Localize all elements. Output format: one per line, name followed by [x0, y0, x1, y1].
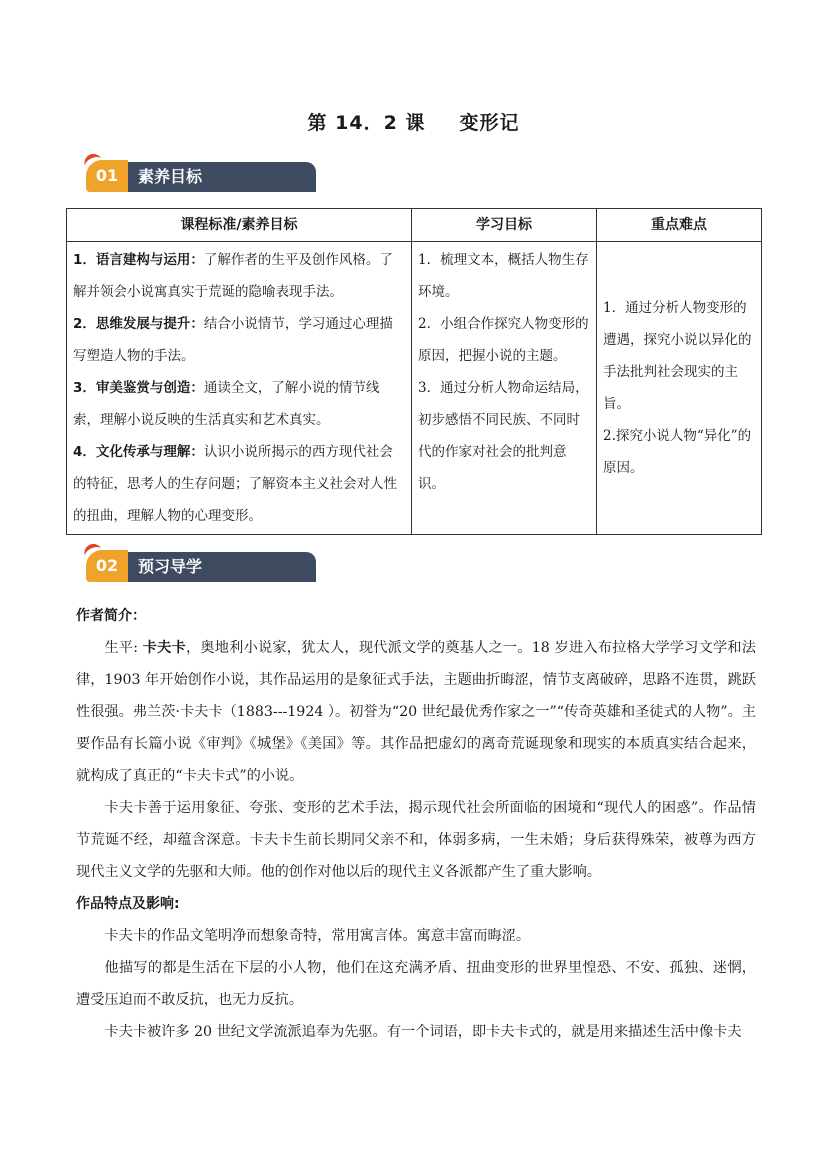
section-label: 素养目标 — [128, 162, 316, 192]
works-paragraph: 卡夫卡被许多 20 世纪文学流派追奉为先驱。有一个词语，即卡夫卡式的，就是用来描述生活中像卡夫 — [104, 1024, 742, 1040]
objectives-cell — [412, 242, 597, 535]
standard-item: 4．文化传承与理解：认识小说所揭示的西方现代社会的特征，思考人的生存问题；了解资本主义社会对人性的扭曲，理解人物的心理变形。 — [73, 444, 397, 524]
standard-item: 2．思维发展与提升：结合小说情节，学习通过心理描写塑造人物的手法。 — [73, 316, 393, 364]
header-objectives: 学习目标 — [412, 209, 597, 242]
works-paragraph: 卡夫卡的作品文笔明净而想象奇特，常用寓言体。寓意丰富而晦涩。 — [104, 928, 531, 944]
objective-item: 2．小组合作探究人物变形的原因，把握小说的主题。 — [418, 316, 589, 364]
section-number: 02 — [86, 550, 128, 582]
header-standards: 课程标准/素养目标 — [67, 209, 412, 242]
header-keypoints: 重点难点 — [597, 209, 762, 242]
page-title — [0, 108, 827, 135]
works-heading: 作品特点及影响: — [76, 896, 180, 912]
keypoints-cell — [597, 242, 762, 535]
standard-item: 3．审美鉴赏与创造：通读全文，了解小说的情节线索，理解小说反映的生活真实和艺术真实。 — [73, 380, 380, 428]
author-paragraph: 生平: 卡夫卡，奥地利小说家，犹太人，现代派文学的奠基人之一。18 岁进入布拉格大学学习文学和法律，1903 年开始创作小说，其作品运用的是象征式手法，主题曲折晦涩，情节支离破碎，思路不连贯，跳跃性很强。弗兰茨·卡夫卡（1883---1924 ）。初誉为“20 世纪最优秀作家之一”“传奇英雄和圣徒式的人物”。主要作品有长篇小说《审判》《城堡》《美国》等。其作品把虚幻的离奇荒诞现象和现实的本质真实结合起来，就构成了真正的“卡夫卡式”的小说。 — [76, 640, 756, 784]
works-paragraph: 他描写的都是生活在下层的小人物，他们在这充满矛盾、扭曲变形的世界里惶恐、不安、孤独、迷惘，遭受压迫而不敢反抗，也无力反抗。 — [76, 960, 756, 1008]
lesson-number: 第 14．2 课 — [307, 112, 426, 134]
section-label: 预习导学 — [128, 552, 316, 582]
author-heading: 作者简介： — [76, 608, 146, 624]
objective-item: 3．通过分析人物命运结局，初步感悟不同民族、不同时代的作家对社会的批判意识。 — [418, 380, 589, 492]
objective-item: 1．梳理文本，概括人物生存环境。 — [418, 252, 589, 300]
section-number: 01 — [86, 160, 128, 192]
preview-content — [76, 600, 756, 1048]
standards-cell — [67, 242, 412, 535]
lesson-name: 变形记 — [459, 112, 520, 134]
keypoint-item: 1．通过分析人物变形的遭遇，探究小说以异化的手法批判社会现实的主旨。 — [603, 300, 752, 412]
standard-item: 1．语言建构与运用：了解作者的生平及创作风格。了解并领会小说寓真实于荒诞的隐喻表现手法。 — [73, 252, 393, 300]
author-paragraph: 卡夫卡善于运用象征、夸张、变形的艺术手法，揭示现代社会所面临的困境和“现代人的困惑”。作品情节荒诞不经，却蕴含深意。卡夫卡生前长期同父亲不和，体弱多病，一生未婚；身后获得殊荣，被尊为西方现代主义文学的先驱和大师。他的创作对他以后的现代主义各派都产生了重大影响。 — [76, 800, 756, 880]
keypoint-item: 2.探究小说人物“异化”的原因。 — [603, 428, 752, 476]
goals-table — [66, 208, 762, 535]
